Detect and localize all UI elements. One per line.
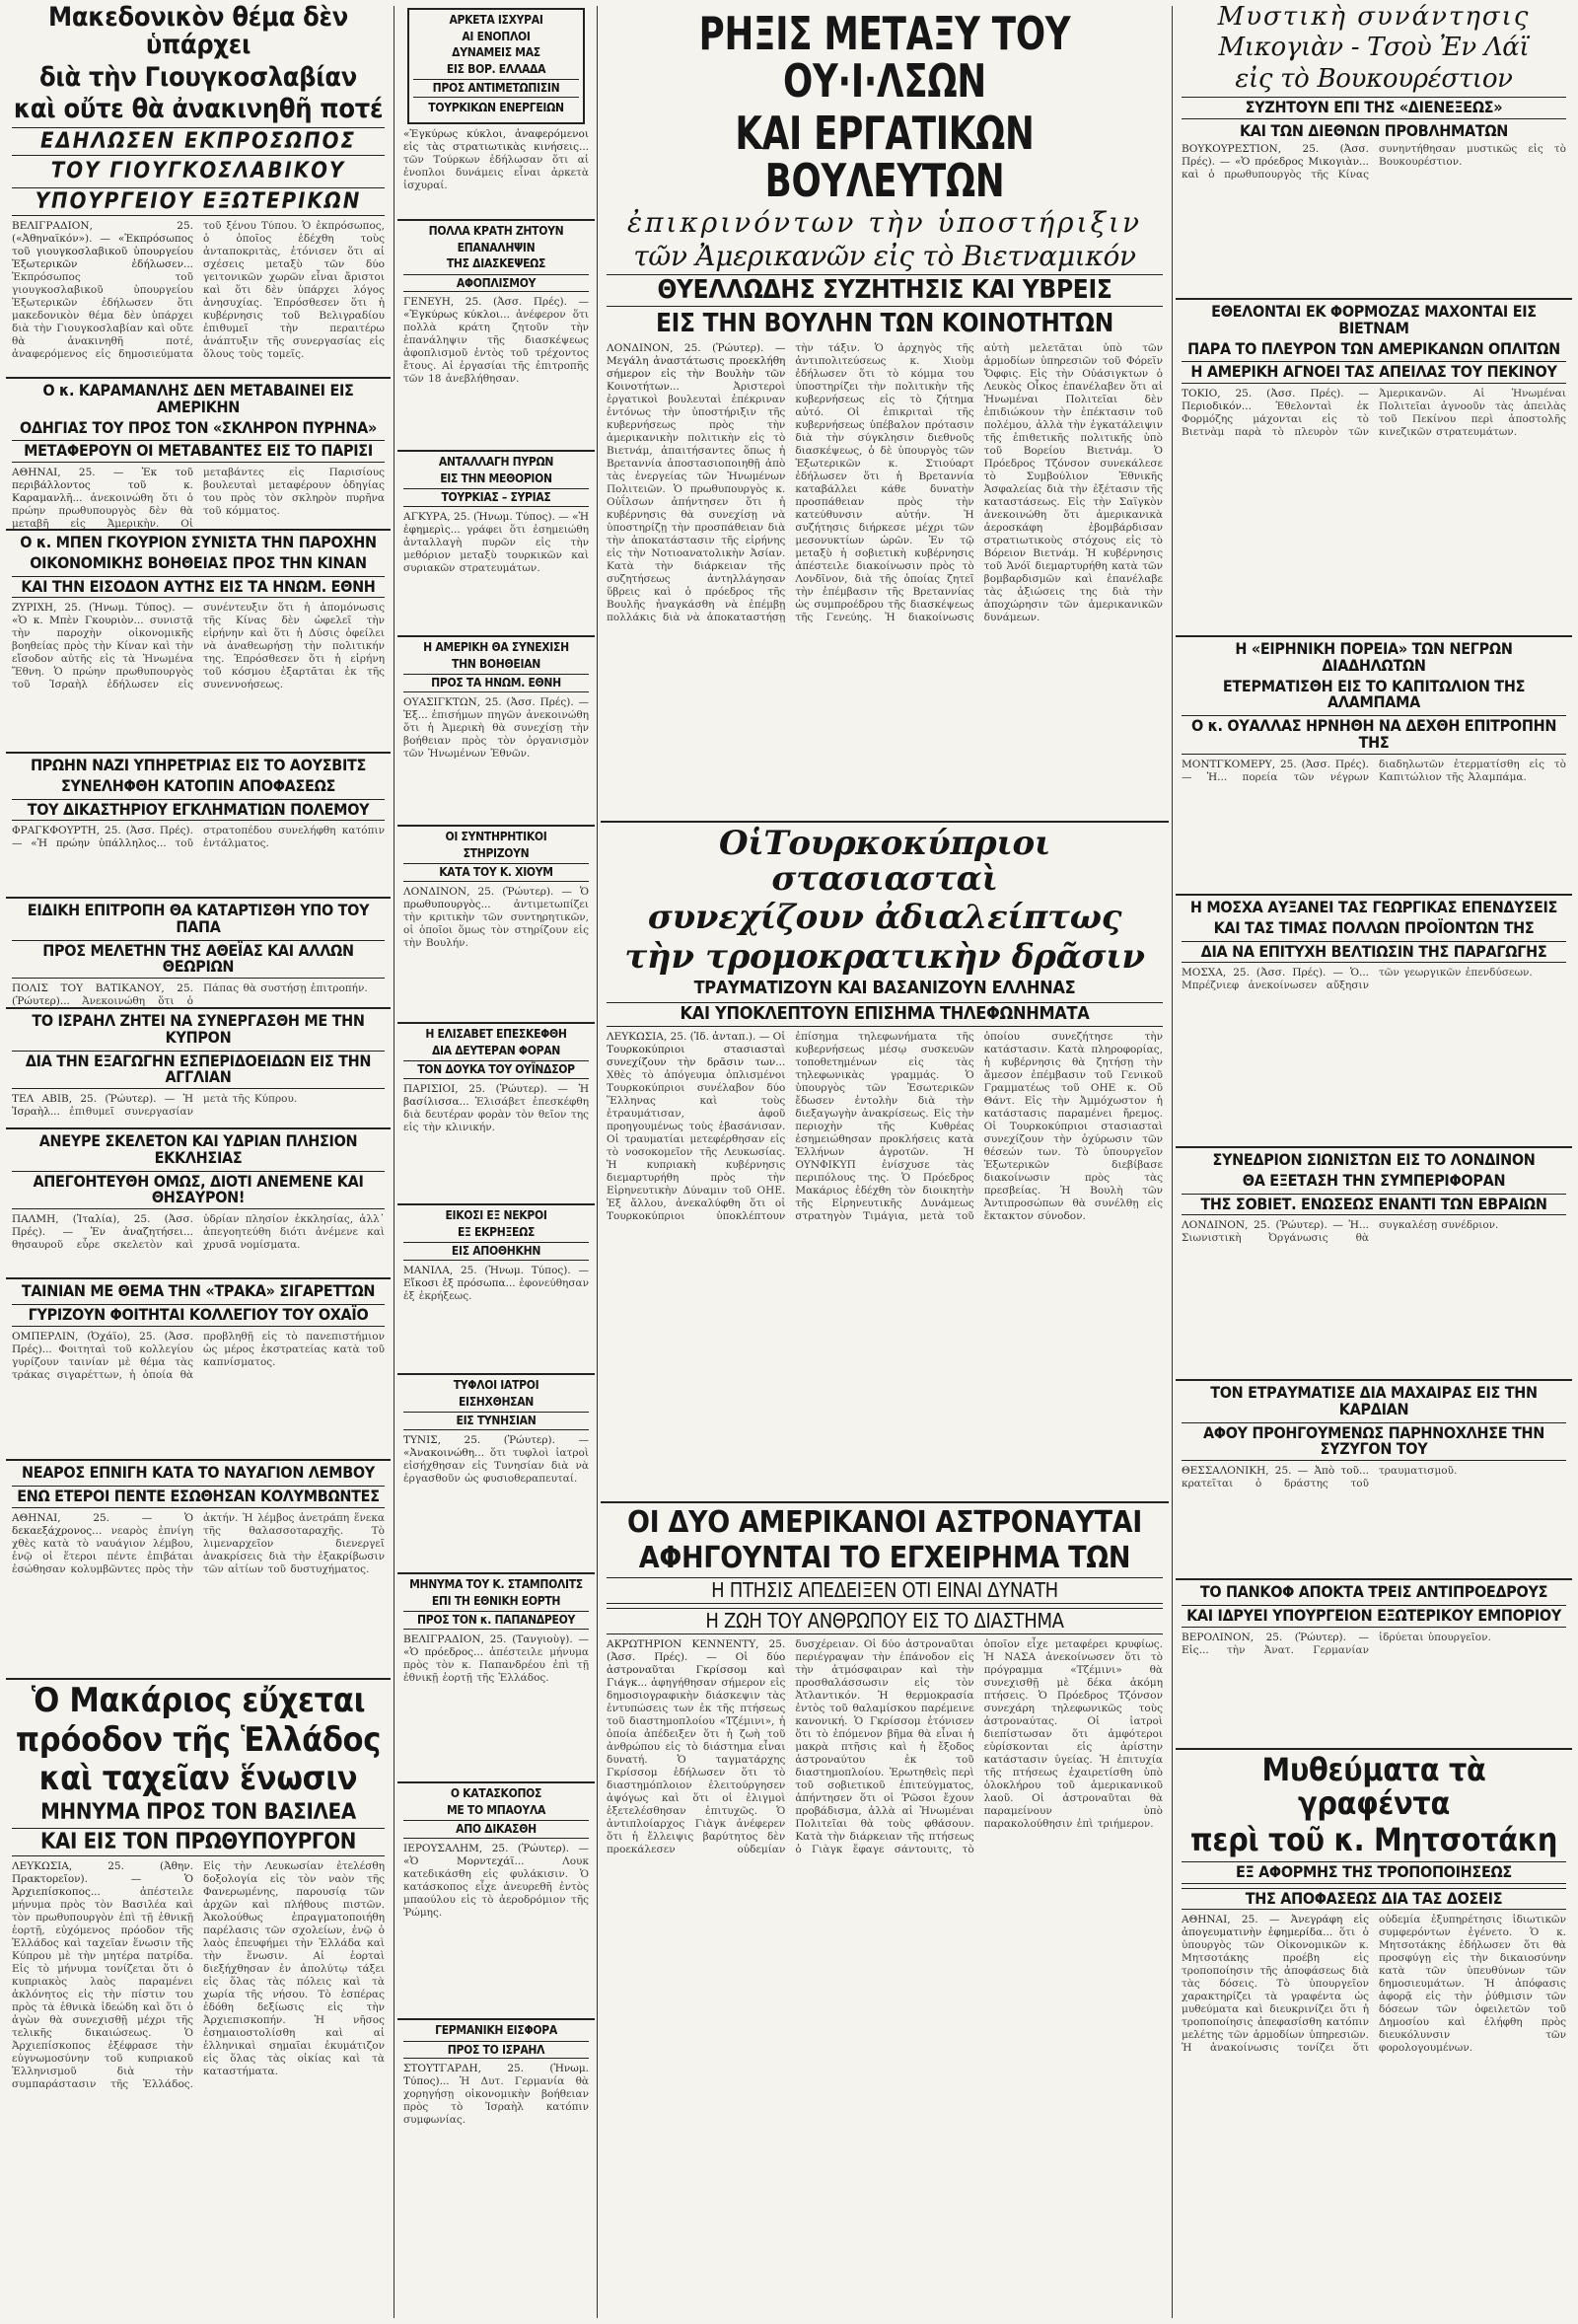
dateline: ΛΟΝΔΙΝΟΝ, 25. (Ῥώυτερ). — Ὁ πρωθυπουργὸς... (403, 885, 589, 910)
subheadline: ΕΔΗΛΩΣΕΝ ΕΚΠΡΟΣΩΠΟΣ (12, 127, 385, 156)
headline: συνεχίζουν ἀδιαλείπτως (647, 898, 1122, 938)
headline: Μυστικὴ συνάντησις (1217, 2, 1531, 32)
article-body: ΤΥΝΙΣ, 25. (Ῥώυτερ). — «Ἀνακοινώθη... ὅτι τυφλοὶ ἰατροὶ εἰσήχθησαν εἰς Τυνησίαν διὰ νὰ ἐργασθοῦν ὡς φυσιοθεραπευταί. (403, 1433, 589, 1485)
headline: πρόοδον τῆς Ἑλλάδος (15, 1719, 382, 1760)
headline: ΜΕΤΑΦΕΡΟΥΝ ΟΙ ΜΕΤΑΒΑΝΤΕΣ ΕΙΣ ΤΟ ΠΑΡΙΣΙ (12, 440, 385, 463)
article-lemvou (6, 1461, 391, 1680)
headline: ΤΑΙΝΙΑΝ ΜΕ ΘΕΜΑ ΤΗΝ «ΤΡΑΚΑ» ΣΙΓΑΡΕΤΤΩΝ (21, 1281, 376, 1300)
headline: ΔΥΝΑΜΕΙΣ ΜΑΣ (452, 45, 540, 60)
subheadline: ΤΡΑΥΜΑΤΙΖΟΥΝ ΚΑΙ ΒΑΣΑΝΙΖΟΥΝ ΕΛΛΗΝΑΣ (693, 977, 1076, 998)
dateline: ΜΟΣΧΑ, 25. (Ἀσσ. Πρές). — Ὁ... (1182, 967, 1369, 980)
headline: ΤΟΝ ΕΤΡΑΥΜΑΤΙΣΕ ΔΙΑ ΜΑΧΑΙΡΑΣ ΕΙΣ ΤΗΝ ΚΑΡΔΙΑΝ (1210, 1383, 1538, 1418)
dateline: ΒΕΛΙΓΡΑΔΙΟΝ, 25. (Τανγιοὺγ). — «Ὁ πρόεδρος... (403, 1633, 589, 1658)
article-body: ΛΟΝΔΙΝΟΝ, 25. (Ῥώυτερ). — Μεγάλη ἀναστάτωσις προεκλήθη σήμερον εἰς τὴν Βουλὴν τῶν Κοινοτήτων... Ἀριστεροὶ ἐργατικοὶ βουλευταὶ ἐπέκριναν ἐντόνως τὴν ὑποστήριξιν τῆς κυβερνήσεως πρὸς τὴν ἀμερικανικὴν πολιτικὴν εἰς τὸ Βιετνάμ, ἀπαιτήσαντες ὅπως ἡ Βρεταννία ἀποστασιοποιηθῇ ἀπὸ τὰς ἐνεργείας τῶν Ἡνωμένων Πολιτειῶν. Ὁ πρωθυπουργὸς κ. Οὐΐλσων ἀπήντησεν ὅτι ἡ κυβέρνησις θὰ συνεχίσῃ νὰ ὑποστηρίζῃ τὴν προσπάθειαν διὰ τὴν ἀποκατάστασιν τῆς εἰρήνης εἰς τὴν Νοτιοανατολικὴν Ἀσίαν. Κατὰ τὴν διάρκειαν τῆς συζητήσεως ἀντηλλάγησαν ὕβρεις καὶ ὁ πρόεδρος τῆς Βουλῆς ἠναγκάσθη νὰ ἐπέμβῃ πολλάκις διὰ νὰ ἀποκαταστήσῃ τὴν τάξιν. Ὁ ἀρχηγὸς τῆς ἀντιπολιτεύσεως κ. Χιοὺμ ἐδήλωσεν ὅτι τὸ κόμμα του ὑποστηρίζει τὴν πολιτικὴν τῆς κυβερνήσεως εἰς τὸ ζήτημα αὐτό. Οἱ ἐπικριταὶ τῆς κυβερνήσεως ὑπέβαλον πρότασιν διὰ τὴν σύγκλησιν διεθνοῦς διασκέψεως, ὁ δὲ ὑπουργὸς τῶν Ἐξωτερικῶν κ. Στιούαρτ ἐδήλωσεν ὅτι ἡ Βρεταννία καταβάλλει κάθε δυνατὴν προσπάθειαν πρὸς τὴν κατεύθυνσιν αὐτήν. Ἡ συζήτησις διήρκεσε μέχρι τῶν μεσονυκτίων ὡρῶν. Ἐν τῷ μεταξὺ ἡ σοβιετικὴ κυβέρνησις ἀπέστειλε διακοίνωσιν πρὸς τὸ Λονδῖνον, διὰ τῆς ὁποίας ζητεῖ τὴν ἐπέμβασιν τῆς Βρεταννίας ὡς συμπροέδρου τῆς διασκέψεως τῆς Γενεύης. Ἡ διακοίνωσις αὐτὴ μελετᾶται ὑπὸ τῶν ἁρμοδίων ὑπηρεσιῶν τοῦ Φόρεϊν Ὄφφις. Εἰς τὴν Οὐάσιγκτων ὁ Λευκὸς Οἶκος ἐπανέλαβεν ὅτι αἱ Ἡνωμέναι Πολιτεῖαι δὲν ἐπιδιώκουν τὴν ἐπέκτασιν τοῦ πολέμου, ἀλλὰ τὴν ἐγκατάλειψιν τῆς ἐπιθετικῆς πολιτικῆς ὑπὸ τοῦ Βορείου Βιετνάμ. Ὁ Πρόεδρος Τζόνσον συνεκάλεσε τὸ Συμβούλιον Ἐθνικῆς Ἀσφαλείας διὰ τὴν ἐξέτασιν τῆς καταστάσεως. Εἰς τὴν Σαϊγκὸν ἀνεκοινώθη ὅτι ἀμερικανικὰ ἀεροσκάφη ἐβομβάρδισαν στρατιωτικοὺς στόχους εἰς τὸ Βόρειον Βιετνάμ. Ἡ κυβέρνησις τοῦ Ἀνόϊ διεμαρτυρήθη κατὰ τῶν βομβαρδισμῶν καὶ ἐπανέλαβε τὰς ἀξιώσεις της διὰ τὴν ἀποχώρησιν τῶν ἀμερικανικῶν δυνάμεων. (607, 341, 1163, 623)
article-spy (397, 1783, 595, 2020)
article-body: ΛΕΥΚΩΣΙΑ, 25. (Ἀθην. Πρακτορεῖον). — Ὁ Ἀρχιεπίσκοπος... ἀπέστειλε μήνυμα πρὸς τὸν Βασιλέα καὶ τὸν πρωθυπουργὸν ἐπὶ τῇ ἐθνικῇ ἑορτῇ, εὐχόμενος πρόοδον τῆς Ἑλλάδος καὶ ταχεῖαν ἕνωσιν τῆς Κύπρου μὲ τὴν μητέρα πατρίδα. Εἰς τὸ μήνυμα τονίζεται ὅτι ὁ κυπριακὸς λαὸς παραμένει ἀκλόνητος εἰς τὴν πίστιν του πρὸς τὰ ἐθνικὰ ἰδεώδη καὶ ὅτι ὁ ἀγὼν θὰ συνεχισθῇ μέχρι τῆς τελικῆς δικαιώσεως. Ὁ Ἀρχιεπίσκοπος ἐξέφρασε τὴν εὐγνωμοσύνην τοῦ κυπριακοῦ Ἑλληνισμοῦ διὰ τὴν συμπαράστασιν τῆς Ἑλλάδος. Εἰς τὴν Λευκωσίαν ἐτελέσθη δοξολογία εἰς τὸν ναὸν τῆς Φανερωμένης, παρουσίᾳ τῶν ἀρχῶν καὶ πλήθους πιστῶν. Ἀκολούθως ἐπραγματοποιήθη παρέλασις τῶν σχολείων, ἐνῷ ὁ λαὸς ἐπευφήμει τὴν Ἑλλάδα καὶ τὴν ἕνωσιν. Αἱ ἑορταὶ διεξήχθησαν ἐν ἀπολύτῳ τάξει εἰς ὅλας τὰς πόλεις καὶ τὰ χωρία τῆς νήσου. Τὸ ἑσπέρας ἐδόθη δεξίωσις εἰς τὴν Ἀρχιεπισκοπήν. Ἡ νῆσος ἐσημαιοστολίσθη καὶ αἱ ἑλληνικαὶ σημαῖαι ἐκυμάτιζον εἰς ὅλας τὰς οἰκίας καὶ τὰ καταστήματα. (12, 1860, 385, 2091)
dateline: ΦΡΑΓΚΦΟΥΡΤΗ, 25. (Ἀσσ. Πρές). — «Ἡ πρώην ὑπάλληλος... (12, 825, 193, 850)
dateline: «Ἐγκύρως κύκλοι, ἀναφερόμενοι εἰς τὰς στρατιωτικὰς κινήσεις... (403, 127, 589, 153)
article-body: ΖΥΡΙΧΗ, 25. (Ἡνωμ. Τύπος). — «Ὁ κ. Μπὲν Γκουριὸν... συνιστᾷ τὴν παροχὴν οἰκονομικῆς βοηθείας πρὸς τὴν Κίναν καὶ τὴν εἴσοδον αὐτῆς εἰς τὰ Ἡνωμένα Ἔθνη. Ὁ πρώην πρωθυπουργὸς τοῦ Ἰσραὴλ ἐδήλωσεν εἰς συνέντευξιν ὅτι ἡ ἀπομόνωσις τῆς Κίνας δὲν ὠφελεῖ τὴν εἰρήνην καὶ ὅτι ἡ Δύσις ὀφείλει νὰ ἀναθεωρήσῃ τὴν πολιτικήν της. Ἐπρόσθεσεν ὅτι ἡ εἰρήνη τοῦ κόσμου ἐξαρτᾶται ἐκ τῆς συνεννοήσεως. (12, 602, 385, 691)
dateline: ΖΥΡΙΧΗ, 25. (Ἡνωμ. Τύπος). — «Ὁ κ. Μπὲν Γκουριὸν... (12, 602, 193, 627)
article-body: ΣΤΟΥΤΓΑΡΔΗ, 25. (Ἡνωμ. Τύπος)... Ἡ Δυτ. Γερμανία θὰ χορηγήσῃ οἰκονομικὴν βοήθειαν πρὸς τὸ Ἰσραὴλ κατόπιν συμφωνίας. (403, 2063, 589, 2127)
headline: ΤΗΣ ΔΙΑΣΚΕΨΕΩΣ (446, 256, 546, 271)
headline: ΟΙΚΟΝΟΜΙΚΗΣ ΒΟΗΘΕΙΑΣ ΠΡΟΣ ΤΗΝ ΚΙΝΑΝ (30, 552, 367, 572)
article-astronauts (601, 1503, 1169, 2324)
article-german (397, 2020, 595, 2247)
article-antallagi (397, 452, 595, 637)
headline: ΑΦΟΠΛΙΣΜΟΥ (403, 274, 589, 293)
headline: ΠΑΡΑ ΤΟ ΠΛΕΥΡΟΝ ΤΩΝ ΑΜΕΡΙΚΑΝΩΝ ΟΠΛΙΤΩΝ (1187, 338, 1560, 358)
headline: περὶ τοῦ κ. Μητσοτάκη (1189, 1821, 1558, 1859)
article-body: ΤΕΛ ΑΒΙΒ, 25. (Ῥώυτερ). — Ἡ Ἰσραὴλ... ἐπιθυμεῖ συνεργασίαν μετὰ τῆς Κύπρου. (12, 1093, 298, 1119)
headline: ΕΙΣ ΒΟΡ. ΕΛΛΑΔΑ (446, 61, 546, 76)
dateline: ΒΕΛΙΓΡΑΔΙΟΝ, 25. («Ἀθηναϊκόν»). — «Ἐκπρόσωπος τοῦ γιουγκοσλαβικοῦ ὑπουργείου Ἐξωτερικῶν ἐδήλωσεν... (12, 219, 193, 270)
article-mikoyan (1176, 0, 1572, 300)
headline: καὶ ταχεῖαν ἕνωσιν (38, 1759, 358, 1799)
dateline: ΒΟΥΚΟΥΡΕΣΤΙΟΝ, 25. (Ἀσσ. Πρές). — «Ὁ πρόεδρος Μικογιὰν... (1182, 143, 1369, 169)
article-bengurion (6, 531, 391, 754)
headline: ΟΙ ΔΥΟ ΑΜΕΡΙΚΑΝΟΙ ΑΣΤΡΟΝΑΥΤΑΙ (627, 1505, 1142, 1540)
dateline: ΛΕΥΚΩΣΙΑ, 25. (Ἰδ. ἀνταπ.). — Οἱ Τουρκοκύπριοι στασιασταὶ συνεχίζουν τὴν δρᾶσιν των... (607, 1030, 786, 1068)
article-forces (397, 0, 595, 221)
article-wilson-lead (601, 0, 1169, 823)
headline: ΓΕΡΜΑΝΙΚΗ ΕΙΣΦΟΡΑ (435, 2023, 557, 2037)
article-body: «Ἐγκύρως κύκλοι, ἀναφερόμενοι εἰς τὰς στρατιωτικὰς κινήσεις... τῶν Τούρκων ἐδήλωσαν ὅτι αἱ ἐνοπλοι δυνάμεις εἶναι ἀρκετὰ ἰσχυραί. (403, 127, 589, 191)
headline: Ο κ. ΜΠΕΝ ΓΚΟΥΡΙΟΝ ΣΥΝΙΣΤΑ ΤΗΝ ΠΑΡΟΧΗΝ (20, 533, 377, 551)
headline: ΠΡΟΣ ΜΕΛΕΤΗΝ ΤΗΣ ΑΘΕΪΑΣ ΚΑΙ ΑΛΛΩΝ ΘΕΩΡΙΩΝ (12, 940, 385, 980)
dateline: ΛΟΝΔΙΝΟΝ, 25. (Ῥώυτερ). — Μεγάλη ἀναστάτωσις προεκλήθη σήμερον εἰς τὴν Βουλὴν τῶν Κοινοτήτων... (607, 341, 786, 393)
headline: ΤΟΝ ΔΟΥΚΑ ΤΟΥ ΟΥΪΝΔΣΟΡ (403, 1060, 589, 1079)
dateline: ΠΑΛΜΗ, (Ἰταλία), 25. (Ἀσσ. Πρές). — Ἐν ἀναζητήσει... (12, 1213, 193, 1239)
dateline: ΟΜΠΕΡΛΙΝ, (Ὀχάϊο), 25. (Ἀσσ. Πρές)... (12, 1330, 193, 1355)
dateline: ΛΕΥΚΩΣΙΑ, 25. (Ἀθην. Πρακτορεῖον). — Ὁ Ἀρχιεπίσκοπος... (12, 1860, 193, 1899)
headline: εἰς τὸ Βουκουρέστιον (1235, 63, 1513, 94)
dateline: ΙΕΡΟΥΣΑΛΗΜ, 25. (Ῥώυτερ). — «Ὁ Μορντεχάϊ... (403, 1842, 589, 1867)
headline: Μικογιὰν - Τσοὺ Ἐν Λάϊ (1218, 33, 1530, 63)
headline: καὶ οὔτε θὰ ἀνακινηθῆ ποτέ (13, 94, 384, 125)
dateline: ΑΓΚΥΡΑ, 25. (Ἡνωμ. Τύπος). — «Ἡ ἐφημερὶς... (403, 510, 589, 536)
subheadline: ΕΙΣ ΤΗΝ ΒΟΥΛΗΝ ΤΩΝ ΚΟΙΝΟΤΗΤΩΝ (655, 309, 1114, 339)
article-body: ΜΟΝΤΓΚΟΜΕΡΥ, 25. (Ἀσσ. Πρές). — Ἡ... πορεία τῶν νέγρων διαδηλωτῶν ἐτερματίσθη εἰς τὸ Καπιτώλιον τῆς Ἀλαμπάμα. (1182, 758, 1566, 783)
column-2 (397, 0, 595, 2324)
article-makarios (6, 1680, 391, 2203)
article-body: ΒΟΥΚΟΥΡΕΣΤΙΟΝ, 25. (Ἀσσ. Πρές). — «Ὁ πρόεδρος Μικογιὰν... καὶ ὁ πρωθυπουργὸς τῆς Κίνας συνηντήθησαν μυστικῶς εἰς τὸ Βουκουρέστιον. (1182, 143, 1566, 182)
article-body: ΓΕΝΕΥΗ, 25. (Ἀσσ. Πρές). — «Ἐγκύρως κύκλοι... ἀνέφερον ὅτι πολλὰ κράτη ζητοῦν τὴν ἐπανάληψιν τῆς διασκέψεως ἀφοπλισμοῦ ἐντὸς τοῦ τρέχοντος ἔτους. Αἱ ἐργασίαι τῆς ἐπιτροπῆς τῶν 18 ἀνεβλήθησαν. (403, 296, 590, 386)
headline: ΚΑΙ ΤΗΝ ΕΙΣΟΔΟΝ ΑΥΤΗΣ ΕΙΣ ΤΑ ΗΝΩΜ. ΕΘΝΗ (12, 576, 385, 599)
article-moscow (1176, 896, 1572, 1148)
dateline: ΜΑΝΙΛΑ, 25. (Ἡνωμ. Τύπος). — Εἴκοσι ἐξ πρόσωπα... (403, 1264, 589, 1289)
headline: Ο κ. ΟΥΑΛΛΑΣ ΗΡΝΗΘΗ ΝΑ ΔΕΧΘΗ ΕΠΙΤΡΟΠΗΝ ΤΗΣ (1182, 715, 1566, 755)
subheadline: Η ΖΩΗ ΤΟΥ ΑΝΘΡΩΠΟΥ ΕΙΣ ΤΟ ΔΙΑΣΤΗΜΑ (607, 1608, 1163, 1634)
headline: Ὁ Μακάριος εὔχεται (31, 1681, 366, 1720)
headline: ΤΗΝ ΒΟΗΘΕΙΑΝ (452, 656, 540, 671)
headline: Η «ΕΙΡΗΝΙΚΗ ΠΟΡΕΙΑ» ΤΩΝ ΝΕΓΡΩΝ ΔΙΑΔΗΛΩΤΩΝ (1235, 639, 1513, 675)
article-doctors (397, 1375, 595, 1574)
headline: ΕΙΚΟΣΙ ΕΞ ΝΕΚΡΟΙ (445, 1208, 547, 1222)
headline: ΤΟ ΠΑΝΚΟΦ ΑΠΟΚΤΑ ΤΡΕΙΣ ΑΝΤΙΠΡΟΕΔΡΟΥΣ (1199, 1582, 1548, 1601)
article-pankow (1176, 1580, 1572, 1750)
subheadline: Η ΠΤΗΣΙΣ ΑΠΕΔΕΙΞΕΝ ΟΤΙ ΕΙΝΑΙ ΔΥΝΑΤΗ (607, 1577, 1163, 1604)
headline: ΠΡΟΣ ΤΟΝ κ. ΠΑΠΑΝΔΡΕΟΥ (403, 1611, 589, 1630)
dateline: ΜΟΝΤΓΚΟΜΕΡΥ, 25. (Ἀσσ. Πρές). — Ἡ... (1182, 758, 1369, 783)
headline: διὰ τὴν Γιουγκοσλαβίαν (38, 61, 358, 93)
headline: ΤΟΥΡΚΙΚΩΝ ΕΝΕΡΓΕΙΩΝ (428, 100, 564, 114)
headline: ΚΑΤΑ ΤΟΥ Κ. ΧΙΟΥΜ (403, 863, 589, 882)
article-body: ΛΟΝΔΙΝΟΝ, 25. (Ῥώυτερ). — Ἡ... Σιωνιστικὴ Ὀργάνωσις θὰ συγκαλέσῃ συνέδριον. (1182, 1219, 1499, 1245)
headline: ΕΙΣΗΧΘΗΣΑΝ (458, 1394, 535, 1409)
headline: Η ΕΛΙΣΑΒΕΤ ΕΠΕΣΚΕΦΘΗ (425, 1027, 567, 1041)
headline: ΣΤΗΡΙΖΟΥΝ (463, 845, 530, 860)
headline: ΕΠΑΝΑΛΗΨΙΝ (457, 240, 536, 254)
headline: ΘΑ ΕΞΕΤΑΣΗ ΤΗΝ ΣΥΜΠΕΡΙΦΟΡΑΝ (1242, 1170, 1506, 1190)
article-macedonian (6, 0, 391, 379)
dateline: ΛΟΝΔΙΝΟΝ, 25. (Ῥώυτερ). — Ἡ... (1182, 1219, 1369, 1232)
headline: ΝΕΑΡΟΣ ΕΠΝΙΓΗ ΚΑΤΑ ΤΟ ΝΑΥΑΓΙΟΝ ΛΕΜΒΟΥ (22, 1463, 375, 1482)
headline: ΤΥΦΛΟΙ ΙΑΤΡΟΙ (453, 1378, 539, 1392)
article-body: ΠΟΛΙΣ ΤΟΥ ΒΑΤΙΚΑΝΟΥ, 25. (Ῥώυτερ)... Ἀνεκοινώθη ὅτι ὁ Πάπας θὰ συστήσῃ ἐπιτροπήν. (12, 982, 368, 1008)
headline: Η ΑΜΕΡΙΚΗ ΘΑ ΣΥΝΕΧΙΣΗ (423, 640, 569, 654)
article-body: ΠΑΛΜΗ, (Ἰταλία), 25. (Ἀσσ. Πρές). — Ἐν ἀναζητήσει... θησαυροῦ εὗρε σκελετὸν καὶ ὑδρίαν πλησίον ἐκκλησίας, ἀλλ᾽ ἀπεγοητεύθη διότι ἀνέμενε καὶ χρυσᾶ νομίσματα. (12, 1213, 385, 1252)
dateline: ΑΘΗΝΑΙ, 25. — Ἐκ τοῦ περιβάλλοντος τοῦ κ. Καραμανλῆ... (12, 467, 193, 505)
article-body: ΜΟΣΧΑ, 25. (Ἀσσ. Πρές). — Ὁ... Μπρέζνιεφ ἀνεκοίνωσεν αὔξησιν τῶν γεωργικῶν ἐπενδύσεων. (1182, 967, 1533, 992)
headline: ΚΑΙ ΕΡΓΑΤΙΚΩΝ ΒΟΥΛΕΥΤΩΝ (735, 106, 1035, 207)
article-body: ΑΘΗΝΑΙ, 25. — Ἀνεγράφη εἰς ἀπογευματινὴν ἐφημερίδα... ὅτι ὁ ὑπουργὸς τῶν Οἰκονομικῶν κ. Μητσοτάκης προέβη εἰς τροποποίησιν τῆς ἀποφάσεως διὰ τὰς δόσεις. Τὸ ὑπουργεῖον χαρακτηρίζει τὰ γραφέντα ὡς μυθεύματα καὶ διευκρινίζει ὅτι ἡ τροποποίησις ἀπεφασίσθη κατόπιν μελέτης τῶν ἁρμοδίων ὑπηρεσιῶν. Ἡ ἀνακοίνωσις τονίζει ὅτι οὐδεμία ἐξυπηρέτησις ἰδιωτικῶν συμφερόντων ἐγένετο. Ὁ κ. Μητσοτάκης ἐδήλωσεν ὅτι θὰ προσφύγῃ εἰς τὴν δικαιοσύνην κατὰ τῶν ὑπευθύνων τῶν δημοσιευμάτων. Ἡ ἀπόφασις ἀφορᾷ εἰς τὴν ῥύθμισιν τῶν δόσεων τῶν ὀφειλετῶν τοῦ Δημοσίου καὶ ἐλήφθη πρὸς διευκόλυνσιν τῶν φορολογουμένων. (1182, 1914, 1566, 2055)
headline: ΕΙΣ ΤΥΝΗΣΙΑΝ (403, 1412, 589, 1430)
headline: ΑΡΚΕΤΑ ΙΣΧΥΡΑΙ (449, 13, 543, 27)
subheadline: ΣΥΖΗΤΟΥΝ ΕΠΙ ΤΗΣ «ΔΙΕΝΕΞΕΩΣ» (1182, 97, 1566, 119)
article-body: ΑΚΡΩΤΗΡΙΟΝ ΚΕΝΝΕΝΤΥ, 25. (Ἀσσ. Πρές). — Οἱ δύο ἀστροναῦται Γκρίσσομ καὶ Γιάγκ... ἀφηγήθησαν σήμερον εἰς δημοσιογραφικὴν διάσκεψιν τὰς ἐντυπώσεις των ἐκ τῆς πτήσεως τοῦ διαστημοπλοίου «Τζέμινι», ἡ ὁποία ἀπέδειξεν ὅτι ἡ ζωὴ τοῦ ἀνθρώπου εἰς τὸ διάστημα εἶναι δυνατή. Ὁ ταγματάρχης Γκρίσσομ ἐδήλωσεν ὅτι τὸ διαστημόπλοιον ἐλειτούργησεν ἀψόγως καὶ ὅτι οἱ ἐλιγμοὶ ἐξετελέσθησαν ἐπιτυχῶς. Ὁ ἀντιπλοίαρχος Γιὰγκ ἀνέφερεν ὅτι ἡ ἔλλειψις βαρύτητος δὲν προεκάλεσεν οὐδεμίαν δυσχέρειαν. Οἱ δύο ἀστροναῦται περιέγραψαν τὴν ἐπάνοδον εἰς τὴν ἀτμόσφαιραν καὶ τὴν προσθαλάσσωσιν εἰς τὸν Ἀτλαντικόν. Ἡ θερμοκρασία ἐντὸς τοῦ θαλαμίσκου παρέμεινε κανονική. Ὁ Γκρίσσομ ἐτόνισεν ὅτι τὸ ἐπόμενον βῆμα θὰ εἶναι ἡ μακρὰ πτῆσις καὶ ἡ ἔξοδος ἀστροναύτου ἐκ τοῦ διαστημοπλοίου. Ἐρωτηθεὶς περὶ τοῦ σοβιετικοῦ ἐπιτεύγματος, ἀπήντησεν ὅτι οἱ Ῥῶσοι ἔχουν προβάδισμα, ἀλλὰ αἱ Ἡνωμέναι Πολιτεῖαι θὰ τοὺς φθάσουν. Κατὰ τὴν διάρκειαν τῆς πτήσεως ὁ Γιὰγκ ἔφαγε σάντουιτς, τὸ ὁποῖον εἶχε μεταφέρει κρυφίως. Ἡ ΝΑΣΑ ἀνεκοίνωσεν ὅτι τὸ πρόγραμμα «Τζέμινι» θὰ συνεχισθῇ μὲ δέκα ἀκόμη πτήσεις. Ὁ Πρόεδρος Τζόνσον συνεχάρη τηλεφωνικῶς τοὺς ἀστροναύτας. Οἱ ἰατροὶ διεπίστωσαν ὅτι ἀμφότεροι εὑρίσκονται εἰς ἀρίστην κατάστασιν ὑγείας. Ἡ ἐπιτυχία τῆς πτήσεως ἐχαιρετίσθη ὑπὸ ὁλοκλήρου τοῦ ἀμερικανικοῦ λαοῦ. Οἱ ἀστροναῦται θὰ παραμείνουν ὑπὸ παρακολούθησιν ἐπὶ τριήμερον. (607, 1638, 1163, 1855)
subheadline: ΤΗΣ ΑΠΟΦΑΣΕΩΣ ΔΙΑ ΤΑΣ ΔΟΣΕΙΣ (1182, 1888, 1566, 1911)
headline: Ο κ. ΚΑΡΑΜΑΝΛΗΣ ΔΕΝ ΜΕΤΑΒΑΙΝΕΙ ΕΙΣ ΑΜΕΡΙΚΗΝ (42, 381, 354, 416)
article-body: ΒΕΛΙΓΡΑΔΙΟΝ, 25. (Τανγιοὺγ). — «Ὁ πρόεδρος... ἀπέστειλε μήνυμα πρὸς τὸν κ. Παπανδρέου ἐπὶ τῇ ἐθνικῇ ἑορτῇ τῆς Ἑλλάδος. (403, 1633, 589, 1684)
subheadline: ΤΟΥ ΓΙΟΥΓΚΟΣΛΑΒΙΚΟΥ (50, 159, 346, 184)
headline: ΑΝΤΑΛΛΑΓΗ ΠΥΡΩΝ (438, 455, 554, 469)
article-twentysix-dead (397, 1205, 595, 1375)
headline: ΑΝΕΥΡΕ ΣΚΕΛΕΤΟΝ ΚΑΙ ΥΔΡΙΑΝ ΠΛΗΣΙΟΝ ΕΚΚΛΗΣΙΑΣ (38, 1131, 358, 1167)
article-body: ΦΡΑΓΚΦΟΥΡΤΗ, 25. (Ἀσσ. Πρές). — «Ἡ πρώην ὑπάλληλος... τοῦ στρατοπέδου συνελήφθη κατόπιν ἐντάλματος. (12, 825, 385, 850)
article-body: ΛΟΝΔΙΝΟΝ, 25. (Ῥώυτερ). — Ὁ πρωθυπουργὸς... ἀντιμετωπίζει τὴν κριτικὴν τῶν συντηρητικῶν, οἱ ὁποῖοι ὅμως τὸν στηρίζουν εἰς τὴν Βουλήν. (403, 885, 589, 949)
article-body: ΟΥΑΣΙΓΚΤΩΝ, 25. (Ἀσσ. Πρές). — Ἐξ... ἐπισήμων πηγῶν ἀνεκοινώθη ὅτι ἡ Ἀμερικὴ θὰ συνεχίσῃ τὴν βοήθειαν πρὸς τὸν ὀργανισμὸν τῶν Ἡνωμένων Ἐθνῶν. (403, 695, 589, 760)
column-3 (601, 0, 1169, 2324)
article-states (397, 221, 595, 452)
headline: ΓΥΡΙΖΟΥΝ ΦΟΙΤΗΤΑΙ ΚΟΛΛΕΓΙΟΥ ΤΟΥ ΟΧΑΪΟ (12, 1304, 385, 1327)
headline: ΤΟΥΡΚΙΑΣ – ΣΥΡΙΑΣ (403, 488, 589, 507)
headline: ΡΗΞΙΣ ΜΕΤΑΞΥ ΤΟΥ ΟΥ·Ι·ΛΣΩΝ (698, 7, 1071, 109)
dateline: ΟΥΑΣΙΓΚΤΩΝ, 25. (Ἀσσ. Πρές). — Ἐξ... (403, 695, 589, 721)
headline: ΤΟΥ ΔΙΚΑΣΤΗΡΙΟΥ ΕΓΚΛΗΜΑΤΙΩΝ ΠΟΛΕΜΟΥ (12, 799, 385, 822)
article-traka (6, 1279, 391, 1461)
subheadline: ἐπικρινόντων τὴν ὑποστήριξιν (626, 206, 1143, 240)
article-mitsotakis (1176, 1750, 1572, 2324)
article-body: ΒΕΡΟΛΙΝΟΝ, 25. (Ῥώυτερ). — Εἰς... τὴν Ἀνατ. Γερμανίαν ἱδρύεται ὑπουργεῖον. (1182, 1631, 1491, 1656)
headline: ΤΟ ΙΣΡΑΗΛ ΖΗΤΕΙ ΝΑ ΣΥΝΕΡΓΑΣΘΗ ΜΕ ΤΗΝ ΚΥΠΡΟΝ (32, 1011, 365, 1047)
dateline: ΣΤΟΥΤΓΑΡΔΗ, 25. (Ἡνωμ. Τύπος)... (403, 2063, 589, 2088)
dateline: ΓΕΝΕΥΗ, 25. (Ἀσσ. Πρές). — «Ἐγκύρως κύκλοι... (403, 296, 589, 322)
headline: ΣΥΝΕΛΗΦΘΗ ΚΑΤΟΠΙΝ ΑΠΟΦΑΣΕΩΣ (60, 775, 336, 795)
article-body: ΟΜΠΕΡΛΙΝ, (Ὀχάϊο), 25. (Ἀσσ. Πρές)... Φοιτηταὶ τοῦ κολλεγίου γυρίζουν ταινίαν μὲ θέμα τὰς τράκας σιγαρέττων, ἡ ὁποία θὰ προβληθῇ εἰς τὸ πανεπιστήμιον ὡς μέρος ἐκστρατείας κατὰ τοῦ καπνίσματος. (12, 1330, 385, 1381)
dateline: ΑΘΗΝΑΙ, 25. — Ὁ δεκαεξάχρονος... (12, 1511, 193, 1537)
subheadline: ΜΗΝΥΜΑ ΠΡΟΣ ΤΟΝ ΒΑΣΙΛΕΑ (40, 1800, 356, 1826)
article-body: ΑΓΚΥΡΑ, 25. (Ἡνωμ. Τύπος). — «Ἡ ἐφημερὶς... γράφει ὅτι ἐσημειώθη ἀνταλλαγὴ πυρῶν εἰς τὴν μεθόριον μεταξὺ τουρκικῶν καὶ συριακῶν στρατευμάτων. (403, 510, 589, 574)
dateline: ΑΚΡΩΤΗΡΙΟΝ ΚΕΝΝΕΝΤΥ, 25. (Ἀσσ. Πρές). — Οἱ δύο ἀστροναῦται Γκρίσσομ καὶ Γιάγκ... (607, 1638, 786, 1689)
subheadline: ΥΠΟΥΡΓΕΙΟΥ ΕΞΩΤΕΡΙΚΩΝ (12, 187, 385, 216)
headline: ΠΡΩΗΝ ΝΑΖΙ ΥΠΗΡΕΤΡΙΑΣ ΕΙΣ ΤΟ ΑΟΥΣΒΙΤΣ (30, 756, 367, 774)
headline: Η ΜΟΣΧΑ ΑΥΞΑΝΕΙ ΤΑΣ ΓΕΩΡΓΙΚΑΣ ΕΠΕΝΔΥΣΕΙΣ (1189, 898, 1558, 916)
subheadline: τῶν Ἀμερικανῶν εἰς τὸ Βιετναμικόν (633, 239, 1136, 272)
article-nazi (6, 754, 391, 899)
headline: ΚΑΙ ΙΔΡΥΕΙ ΥΠΟΥΡΓΕΙΟΝ ΕΞΩΤΕΡΙΚΟΥ ΕΜΠΟΡΙΟΥ (1182, 1605, 1566, 1628)
headline: ΕΙΣ ΤΗΝ ΜΕΘΟΡΙΟΝ (440, 471, 552, 485)
headline: ΣΥΝΕΔΡΙΟΝ ΣΙΩΝΙΣΤΩΝ ΕΙΣ ΤΟ ΛΟΝΔΙΝΟΝ (1212, 1150, 1536, 1169)
headline: ΚΑΙ ΤΑΣ ΤΙΜΑΣ ΠΟΛΛΩΝ ΠΡΟΪΟΝΤΩΝ ΤΗΣ (1213, 917, 1535, 937)
article-march (1176, 637, 1572, 896)
headline: ΑΠΟ ΔΙΚΑΣΘΗ (403, 1820, 589, 1839)
headline: Η ΑΜΕΡΙΚΗ ΑΓΝΟΕΙ ΤΑΣ ΑΠΕΙΛΑΣ ΤΟΥ ΠΕΚΙΝΟΥ (1182, 361, 1566, 384)
article-body: ΤΟΚΙΟ, 25. (Ἀσσ. Πρές). — Περιοδικόν... Ἐθελονταὶ ἐκ Φορμόζης μάχονται εἰς τὸ Βιετνὰμ παρὰ τὸ πλευρὸν τῶν Ἀμερικανῶν. Αἱ Ἡνωμέναι Πολιτεῖαι ἀγνοοῦν τὰς ἀπειλὰς τοῦ Πεκίνου περὶ ἀποστολῆς κινεζικῶν στρατευμάτων. (1182, 388, 1566, 439)
article-zionists (1176, 1148, 1572, 1381)
headline: ΤΗΣ ΣΟΒΙΕΤ. ΕΝΩΣΕΩΣ ΕΝΑΝΤΙ ΤΩΝ ΕΒΡΑΙΩΝ (1182, 1194, 1566, 1216)
article-america (397, 637, 595, 827)
article-cyprus-turks (601, 823, 1169, 1503)
article-body: ΘΕΣΣΑΛΟΝΙΚΗ, 25. — Ἀπὸ τοῦ... κρατεῖται ὁ δράστης τοῦ τραυματισμοῦ. (1182, 1465, 1458, 1490)
headline: ΟἱΤουρκοκύπριοι στασιασταὶ (718, 824, 1051, 899)
headline: ΑΠΕΓΟΗΤΕΥΘΗ ΟΜΩΣ, ΔΙΟΤΙ ΑΝΕΜΕΝΕ ΚΑΙ ΘΗΣΑΥΡΟΝ! (12, 1171, 385, 1210)
headline: ΔΙΑ ΝΑ ΕΠΙΤΥΧΗ ΒΕΛΤΙΩΣΙΝ ΤΗΣ ΠΑΡΑΓΩΓΗΣ (1182, 941, 1566, 964)
article-body: ΑΘΗΝΑΙ, 25. — Ὁ δεκαεξάχρονος... νεαρὸς ἐπνίγη χθὲς κατὰ τὸ ναυάγιον λέμβου, ἐνῷ οἱ ἕτεροι πέντε ἐπιβάται ἐσώθησαν κολυμβῶντες πρὸς τὴν ἀκτήν. Ἡ λέμβος ἀνετράπη ἕνεκα τῆς θαλασσοταραχῆς. Τὸ λιμεναρχεῖον διενεργεῖ ἀνακρίσεις διὰ τὴν ἐξακρίβωσιν τῶν αἰτίων τοῦ δυστυχήματος. (12, 1511, 385, 1575)
dateline: ΒΕΡΟΛΙΝΟΝ, 25. (Ῥώυτερ). — Εἰς... (1182, 1631, 1369, 1656)
article-elizabeth (397, 1024, 595, 1205)
article-pope (6, 899, 391, 1009)
article-body: ΙΕΡΟΥΣΑΛΗΜ, 25. (Ῥώυτερ). — «Ὁ Μορντεχάϊ... Λουκ κατεδικάσθη εἰς φυλάκισιν. Ὁ κατάσκοπος εἶχε ἀνευρεθῆ ἐντὸς μπαούλου εἰς τὸ ἀεροδρόμιον τῆς Ῥώμης. (403, 1842, 590, 1919)
subheadline: ΘΥΕΛΛΩΔΗΣ ΣΥΖΗΤΗΣΙΣ ΚΑΙ ΥΒΡΕΙΣ (607, 274, 1163, 307)
article-knife (1176, 1381, 1572, 1580)
headline: ΑΦΗΓΟΥΝΤΑΙ ΤΟ ΕΓΧΕΙΡΗΜΑ ΤΩΝ (638, 1540, 1131, 1575)
headline: ΟΙ ΣΥΝΤΗΡΗΤΙΚΟΙ (445, 830, 547, 843)
subheadline: ΕΞ ΑΦΟΡΜΗΣ ΤΗΣ ΤΡΟΠΟΠΟΙΗΣΕΩΣ (1182, 1861, 1566, 1884)
headline: Μακεδονικὸν θέμα δὲν ὑπάρχει (48, 2, 348, 61)
headline: ΕΘΕΛΟΝΤΑΙ ΕΚ ΦΟΡΜΟΖΑΣ ΜΑΧΟΝΤΑΙ ΕΙΣ ΒΙΕΤΝΑΜ (1211, 302, 1537, 337)
headline: ΠΡΟΣ ΤΟ ΙΣΡΑΗΛ (403, 2041, 589, 2060)
article-body: ΠΑΡΙΣΙΟΙ, 25. (Ῥώυτερ). — Ἡ βασίλισσα... Ἐλισάβετ ἐπεσκέφθη διὰ δευτέραν φορὰν τὸν θεῖον της εἰς τὴν κλινικήν. (403, 1082, 589, 1133)
headline-box (407, 8, 585, 124)
dateline: ΠΑΡΙΣΙΟΙ, 25. (Ῥώυτερ). — Ἡ βασίλισσα... (403, 1082, 589, 1108)
article-conservatives (397, 827, 595, 1024)
article-body: ΛΕΥΚΩΣΙΑ, 25. (Ἰδ. ἀνταπ.). — Οἱ Τουρκοκύπριοι στασιασταὶ συνεχίζουν τὴν δρᾶσιν των... Χθὲς τὸ ἀπόγευμα ὁπλισμένοι Τουρκοκύπριοι συνέλαβον δύο Ἕλληνας καὶ τοὺς ἐτραυμάτισαν, ἀφοῦ προηγουμένως τοὺς ἐβασάνισαν. Οἱ τραυματίαι μετεφέρθησαν εἰς τὸ νοσοκομεῖον τῆς Λευκωσίας. Ἡ κυπριακὴ κυβέρνησις διεμαρτυρήθη πρὸς τὴν Εἰρηνευτικὴν Δύναμιν τοῦ ΟΗΕ. Ἐξ ἄλλου, ἀνεκαλύφθη ὅτι οἱ Τουρκοκύπριοι ὑποκλέπτουν ἐπίσημα τηλεφωνήματα τῆς κυβερνήσεως μέσῳ συσκευῶν τοποθετημένων εἰς τὰς τηλεφωνικὰς γραμμάς. Ὁ ὑπουργὸς τῶν Ἐσωτερικῶν ἔδωσεν ἐντολὴν διὰ τὴν διεξαγωγὴν ἀνακρίσεως. Εἰς τὴν περιοχὴν τῆς Κυθρέας ἐσημειώθησαν προκλήσεις κατὰ Ἑλλήνων ἀγροτῶν. Ἡ ΟΥΝΦΙΚΥΠ ἐνίσχυσε τὰς περιπόλους της. Ὁ Πρόεδρος Μακάριος ἐδέχθη τὸν διοικητὴν τῆς Εἰρηνευτικῆς Δυνάμεως στρατηγὸν Τιμάγια, μετὰ τοῦ ὁποίου συνεζήτησε τὴν κατάστασιν. Κατὰ πληροφορίας, ἡ κυβέρνησις θὰ ζητήσῃ τὴν ἄμεσον ἐπέμβασιν τοῦ Γενικοῦ Γραμματέως τοῦ ΟΗΕ κ. Οὔ Θάντ. Εἰς τὴν Ἀμμόχωστον ἡ κατάστασις παραμένει ἤρεμος. Οἱ Τουρκοκύπριοι στασιασταὶ συνεχίζουν τὴν ὀχύρωσιν τῶν θέσεών των. Τὸ ὑπουργεῖον Ἐξωτερικῶν διεβίβασε διακοίνωσιν πρὸς τὰς πρεσβείας. Ἡ Βουλὴ τῶν Ἀντιπροσώπων θὰ συνέλθῃ εἰς ἔκτακτον σύνοδον. (607, 1030, 1163, 1222)
headline: ΑΙ ΕΝΟΠΛΟΙ (462, 29, 531, 43)
article-body: ΜΑΝΙΛΑ, 25. (Ἡνωμ. Τύπος). — Εἴκοσι ἐξ πρόσωπα... ἐφονεύθησαν ἐξ ἐκρήξεως. (403, 1264, 589, 1302)
subheadline: ΚΑΙ ΤΩΝ ΔΙΕΘΝΩΝ ΠΡΟΒΛΗΜΑΤΩΝ (1239, 120, 1509, 140)
headline: τὴν τρομοκρατικὴν δρᾶσιν (624, 937, 1145, 978)
article-israel-cyprus (6, 1009, 391, 1129)
headline: ΠΡΟΣ ΤΑ ΗΝΩΜ. ΕΘΝΗ (403, 674, 589, 692)
article-message (397, 1574, 595, 1783)
headline: ΕΠΙ ΤΗ ΕΘΝΙΚΗ ΕΟΡΤΗ (431, 1593, 561, 1608)
subheadline: ΚΑΙ ΥΠΟΚΛΕΠΤΟΥΝ ΕΠΙΣΗΜΑ ΤΗΛΕΦΩΝΗΜΑΤΑ (607, 1002, 1163, 1027)
article-skeleton (6, 1129, 391, 1279)
dateline: ΤΕΛ ΑΒΙΒ, 25. (Ῥώυτερ). — Ἡ Ἰσραὴλ... (12, 1093, 193, 1119)
article-formosa (1176, 300, 1572, 637)
dateline: ΘΕΣΣΑΛΟΝΙΚΗ, 25. — Ἀπὸ τοῦ... (1182, 1465, 1369, 1478)
article-body: ΒΕΛΙΓΡΑΔΙΟΝ, 25. («Ἀθηναϊκόν»). — «Ἐκπρόσωπος τοῦ γιουγκοσλαβικοῦ ὑπουργείου Ἐξωτερικῶν ἐδήλωσεν... Ἐκπρόσωπος τοῦ γιουγκοσλαβικοῦ ὑπουργείου Ἐξωτερικῶν ἐδήλωσεν ὅτι μακεδονικὸν θέμα δὲν ὑπάρχει διὰ τὴν Γιουγκοσλαβίαν καὶ οὔτε θὰ ἀνακινηθῆ ποτέ, ἀναφερόμενος εἰς δημοσιεύματα τοῦ ξένου Τύπου. Ὁ ἐκπρόσωπος, ὁ ὁποῖος ἐδέχθη τοὺς ἀνταποκριτὰς, ἐτόνισεν ὅτι αἱ σχέσεις μεταξὺ τῶν δύο γειτονικῶν χωρῶν εἶναι ἄριστοι καὶ ὅτι δὲν ὑπάρχει λόγος ἀνησυχίας. Ἐπρόσθεσεν ὅτι ἡ κυβέρνησις τοῦ Βελιγραδίου ἐπιθυμεῖ τὴν περαιτέρω ἀνάπτυξιν τῆς συνεργασίας εἰς ὅλους τοὺς τομεῖς. (12, 219, 385, 360)
headline: ΠΟΛΛΑ ΚΡΑΤΗ ΖΗΤΟΥΝ (428, 224, 564, 238)
column-1 (6, 0, 391, 2324)
dateline: ΤΥΝΙΣ, 25. (Ῥώυτερ). — «Ἀνακοινώθη... (403, 1433, 589, 1459)
headline: ΜΕ ΤΟ ΜΠΑΟΥΛΑ (446, 1802, 546, 1817)
headline: ΟΔΗΓΙΑΣ ΤΟΥ ΠΡΟΣ ΤΟΝ «ΣΚΛΗΡΟΝ ΠΥΡΗΝΑ» (20, 417, 377, 437)
article-karamanlis (6, 379, 391, 531)
headline: ΑΦΟΥ ΠΡΟΗΓΟΥΜΕΝΩΣ ΠΑΡΗΝΟΧΛΗΣΕ ΤΗΝ ΣΥΖΥΓΟΝ ΤΟΥ (1182, 1422, 1566, 1462)
headline: ΔΙΑ ΤΗΝ ΕΞΑΓΩΓΗΝ ΕΣΠΕΡΙΔΟΕΙΔΩΝ ΕΙΣ ΤΗΝ ΑΓΓΛΙΑΝ (12, 1051, 385, 1090)
dateline: ΤΟΚΙΟ, 25. (Ἀσσ. Πρές). — Περιοδικόν... (1182, 388, 1369, 413)
headline: Μυθεύματα τὰ γραφέντα (1261, 1751, 1486, 1822)
dateline: ΑΘΗΝΑΙ, 25. — Ἀνεγράφη εἰς ἀπογευματινὴν ἐφημερίδα... (1182, 1914, 1369, 1939)
headline: ΠΡΟΣ ΑΝΤΙΜΕΤΩΠΙΣΙΝ (413, 79, 579, 98)
headline: ΕΝΩ ΕΤΕΡΟΙ ΠΕΝΤΕ ΕΣΩΘΗΣΑΝ ΚΟΛΥΜΒΩΝΤΕΣ (12, 1486, 385, 1508)
headline: ΕΙΣ ΑΠΟΘΗΚΗΝ (403, 1242, 589, 1261)
headline: Ο ΚΑΤΑΣΚΟΠΟΣ (450, 1786, 542, 1800)
headline: ΕΙΔΙΚΗ ΕΠΙΤΡΟΠΗ ΘΑ ΚΑΤΑΡΤΙΣΘΗ ΥΠΟ ΤΟΥ ΠΑΠΑ (27, 901, 370, 936)
headline: ΔΙΑ ΔΕΥΤΕΡΑΝ ΦΟΡΑΝ (431, 1043, 561, 1057)
article-body: ΑΘΗΝΑΙ, 25. — Ἐκ τοῦ περιβάλλοντος τοῦ κ. Καραμανλῆ... ἀνεκοινώθη ὅτι ὁ πρώην πρωθυπουργὸς δὲν θὰ μεταβῆ εἰς Ἀμερικὴν. Οἱ μεταβάντες εἰς Παρισίους βουλευταὶ μεταφέρουν ὁδηγίας του πρὸς τὸν σκληρὸν πυρῆνα τοῦ κόμματος. (12, 467, 385, 531)
headline: ΕΞ ΕΚΡΗΞΕΩΣ (457, 1224, 536, 1239)
headline: ΕΤΕΡΜΑΤΙΣΘΗ ΕΙΣ ΤΟ ΚΑΠΙΤΩΛΙΟΝ ΤΗΣ ΑΛΑΜΠΑΜΑ (1222, 676, 1526, 712)
headline: ΜΗΝΥΜΑ ΤΟΥ Κ. ΣΤΑΜΠΟΛΙΤΣ (409, 1577, 583, 1591)
dateline: ΠΟΛΙΣ ΤΟΥ ΒΑΤΙΚΑΝΟΥ, 25. (Ῥώυτερ)... (12, 982, 193, 1008)
subheadline: ΚΑΙ ΕΙΣ ΤΟΝ ΠΡΩΘΥΠΟΥΡΓΟΝ (12, 1828, 385, 1856)
column-4 (1176, 0, 1572, 2324)
